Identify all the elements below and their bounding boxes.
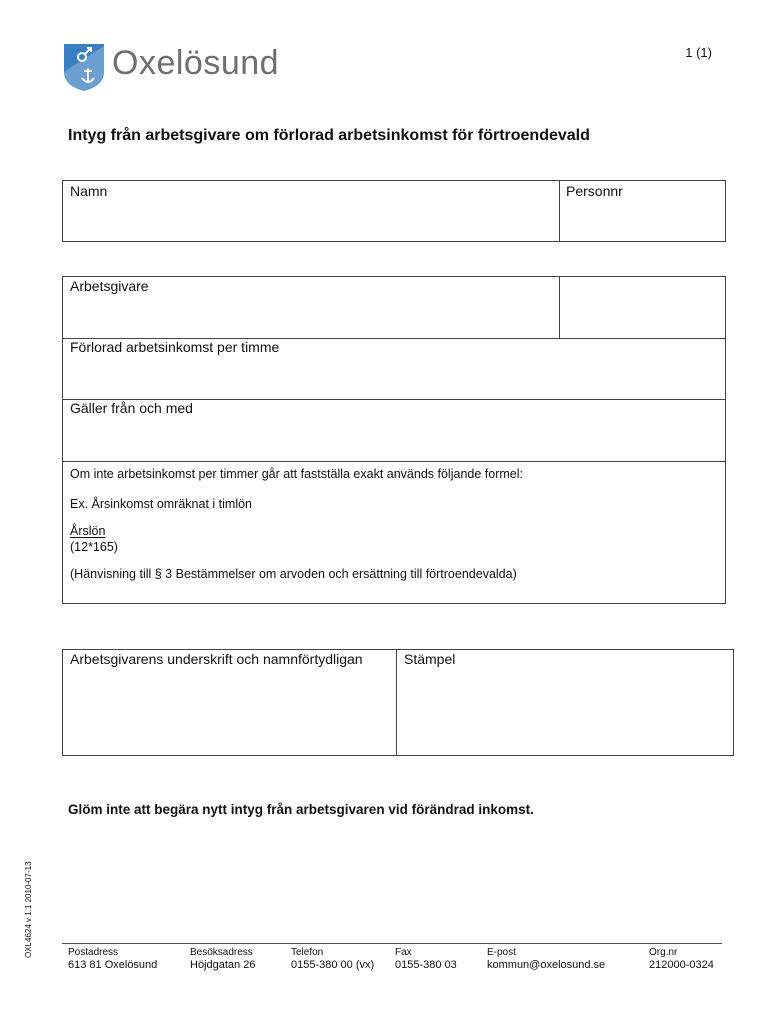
employer-section [62,276,726,604]
employer-field-label: Arbetsgivare [70,278,149,294]
formula-numerator: Årslön [70,524,106,538]
footer-value: 212000-0324 [649,959,714,971]
footer-label: Fax [395,947,412,958]
page-indicator: 1 (1) [685,45,712,60]
footer-value: 0155-380 00 (vx) [291,959,375,971]
footer-phone [291,946,374,972]
personnr-field[interactable] [560,181,725,241]
personnr-field-label: Personnr [566,183,623,199]
reminder-notice: Glöm inte att begära nytt intyg från arbetsgivaren vid förändrad inkomst. [68,802,534,817]
footer-value: 613 81 Oxelösund [68,959,158,971]
footer-value: Höjdgatan 26 [190,959,256,971]
footer-email [487,946,605,972]
coat-of-arms-icon [62,42,106,92]
municipality-logo [62,42,292,92]
footer-value[interactable]: kommun@oxelosund.se [487,959,606,971]
divider [63,461,725,462]
lost-income-field-label: Förlorad arbetsinkomst per timme [70,339,280,355]
formula-denominator: (12*165) [70,540,118,554]
signature-field[interactable] [63,650,396,755]
footer-label: Postadress [68,947,119,958]
footer-postal-address [68,946,157,972]
signature-field-label: Arbetsgivarens underskrift och namnförtydligan [70,651,363,667]
footer-visiting-address [190,946,255,972]
document-code: OXL4624 v 1.1 2010-07-13 [24,861,33,958]
stamp-field[interactable] [397,650,733,755]
footer-label: Org.nr [649,947,678,958]
name-field-label: Namn [70,183,108,199]
name-field[interactable] [63,181,559,241]
signature-section [62,649,734,756]
employer-extra-field[interactable] [560,277,725,338]
lost-income-field[interactable] [63,339,725,399]
formula-example: Ex. Årsinkomst omräknat i timlön [70,497,252,511]
footer-fax [395,946,457,972]
formula-intro: Om inte arbetsinkomst per timmer går att fastställa exakt används följande formel: [70,467,523,481]
valid-from-field[interactable] [63,400,725,461]
form-title: Intyg från arbetsgivare om förlorad arbetsinkomst för förtroendevald [68,127,590,144]
brand-name: Oxelösund [112,44,280,82]
footer-org-number [649,946,714,972]
footer-label: E-post [487,947,516,958]
formula-reference: (Hänvisning till § 3 Bestämmelser om arvoden och ersättning till förtroendevalda) [70,567,517,581]
valid-from-field-label: Gäller från och med [70,400,193,416]
footer-label: Telefon [291,947,324,958]
person-section [62,180,726,242]
footer-label: Besöksadress [190,947,253,958]
footer-value: 0155-380 03 [395,959,457,971]
footer-divider [62,943,722,944]
employer-field[interactable] [63,277,559,338]
stamp-field-label: Stämpel [404,651,456,667]
